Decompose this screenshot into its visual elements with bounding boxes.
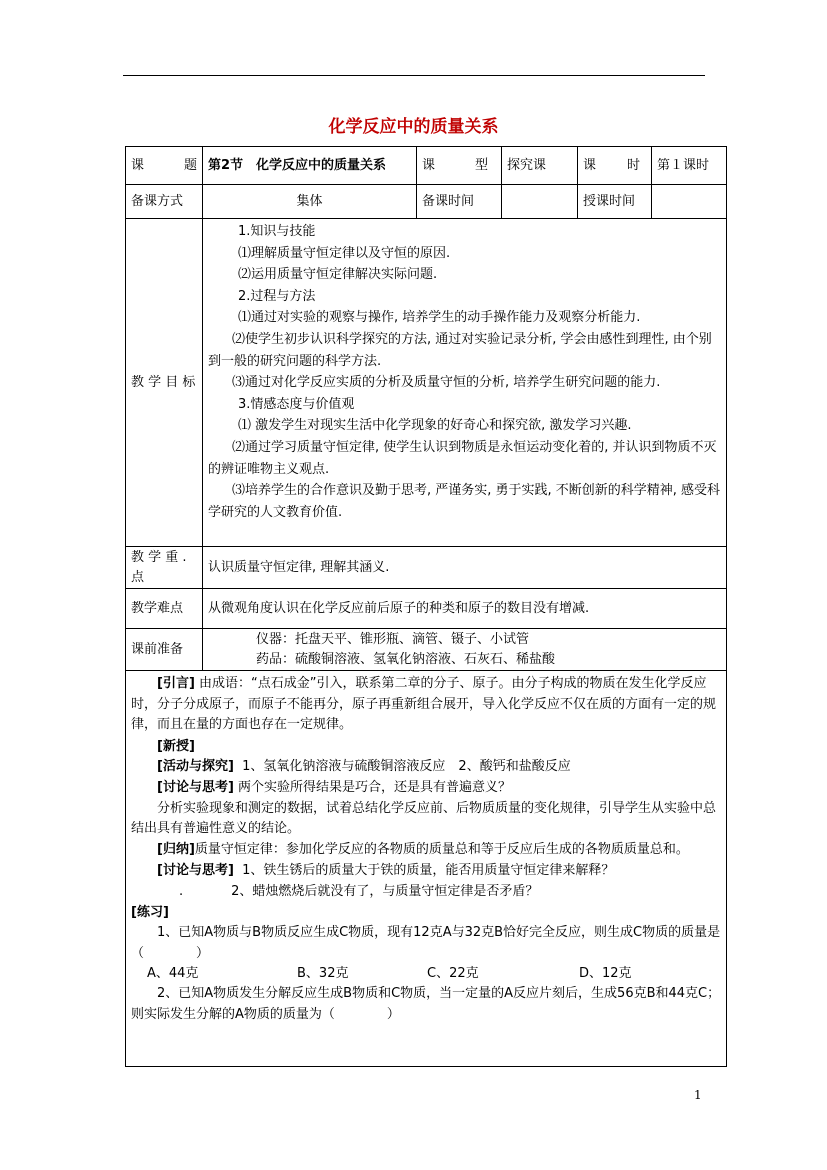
preparation-row (126, 629, 727, 671)
difficulty-row (126, 589, 727, 629)
preparation-content (203, 629, 727, 671)
exercise-2: 2、已知A物质发生分解反应生成B物质和C物质，当一定量的A反应片刻后，生成56克B和44克C；则实际发生分解的A物质的质量为（ ） (131, 986, 721, 1022)
period-value: 第１课时 (652, 147, 727, 185)
prep-time-label: 备课时间 (417, 185, 502, 219)
intro-text: 由成语：“点石成金”引入，联系第二章的分子、原子。由分子构成的物质在发生化学反应时，分子分成原子，而原子不能再分，原子再重新组合展开，导入化学反应不仅在质的方面有一定的规律，而且在量的方面也存在一定规律。 (131, 676, 717, 733)
objective-item: ⑶培养学生的合作意识及勤于思考, 严谨务实, 勇于实践, 不断创新的科学精神, 感受科学研究的人文教育价值. (208, 483, 721, 520)
subject-value: 第2节 化学反应中的质量关系 (203, 147, 417, 185)
teach-time-value (652, 185, 727, 219)
prep-time-value (502, 185, 578, 219)
discussion-2-paragraph (131, 861, 721, 882)
discussion-text: 两个实验所得结果是巧合，还是具有普遍意义？ (238, 779, 512, 795)
discussion-2-question-2: 2、蜡烛燃烧后就没有了，与质量守恒定律是否矛盾？ (231, 883, 539, 899)
activity-tag: [活动与探究] (157, 759, 234, 775)
objective-item: ⑵使学生初步认识科学探究的方法, 通过对实验记录分析, 学会由感性到理性, 由个别到一般的研究问题的科学方法. (208, 331, 712, 369)
option-a: A、44克 (147, 966, 199, 982)
option-d: D、12克 (579, 966, 632, 982)
method-label: 备课方式 (126, 185, 203, 219)
intro-paragraph (131, 674, 721, 736)
analysis-paragraph: 分析实验现象和测定的数据，试着总结化学反应前、后物质质量的变化规律，引导学生从实验中总结出具有普遍性意义的结论。 (131, 800, 717, 837)
objective-heading: 3.情感态度与价值观 (238, 396, 355, 412)
discussion-2-question-1: 1、铁生锈后的质量大于铁的质量，能否用质量守恒定律来解释？ (242, 863, 615, 879)
instruments-text: 仪器：托盘天平、锥形瓶、滴管、镊子、小试管 (256, 631, 530, 647)
objectives-row (126, 219, 727, 547)
period-label-cell: 课 时 (578, 147, 652, 185)
discussion-2-question-2-line (131, 882, 721, 903)
objective-item: ⑶通过对化学反应实质的分析及质量守恒的分析, 培养学生研究问题的能力. (232, 375, 661, 391)
objectives-label: 教 学 目 标 (126, 219, 203, 547)
objective-item: ⑴ 激发学生对现实生活中化学现象的好奇心和探究欲, 激发学习兴趣. (238, 418, 632, 434)
type-value: 探究课 (502, 147, 578, 185)
objective-heading: 2.过程与方法 (238, 288, 316, 304)
exercise-heading (131, 903, 721, 924)
summary-text: 质量守恒定律：参加化学反应的各物质的质量总和等于反应后生成的各物质质量总和。 (194, 841, 689, 857)
intro-tag: [引言] (157, 676, 195, 691)
activity-text: 1、氢氧化钠溶液与硫酸铜溶液反应 2、酸钙和盐酸反应 (242, 759, 571, 775)
option-b: B、32克 (297, 966, 349, 982)
page-number: 1 (694, 1088, 702, 1102)
new-lesson-heading (131, 737, 721, 758)
discussion-paragraph (131, 778, 721, 799)
objectives-content (203, 219, 727, 547)
key-point-label: 教 学 重 . 点 (126, 547, 203, 589)
type-label-cell: 课 型 (417, 147, 502, 185)
summary-tag: [归纳] (157, 841, 195, 857)
discussion-2-tag: [讨论与思考] (157, 863, 234, 879)
summary-paragraph (131, 840, 721, 861)
difficulty-value: 从微观角度认识在化学反应前后原子的种类和原子的数目没有增减. (203, 589, 727, 629)
key-point-row (126, 547, 727, 589)
preparation-label: 课前准备 (126, 629, 203, 671)
option-c: C、22克 (427, 966, 479, 982)
prep-row (126, 185, 727, 219)
method-value: 集体 (203, 185, 417, 219)
teach-time-label: 授课时间 (578, 185, 652, 219)
lesson-body-row (126, 671, 727, 1067)
header-rule (123, 75, 705, 76)
objective-item: ⑵通过学习质量守恒定律, 使学生认识到物质是永恒运动变化着的, 并认识到物质不灭的辨证唯物主义观点. (208, 439, 717, 477)
key-point-value: 认识质量守恒定律, 理解其涵义. (203, 547, 727, 589)
chemicals-text: 药品：硫酸铜溶液、氢氧化钠溶液、石灰石、稀盐酸 (256, 651, 556, 667)
exercise-1-options (131, 964, 721, 984)
objective-heading: 1.知识与技能 (238, 224, 316, 239)
objective-item: ⑴通过对实验的观察与操作, 培养学生的动手操作能力及观察分析能力. (238, 310, 641, 326)
header-row (126, 147, 727, 185)
discussion-tag: [讨论与思考] (157, 779, 234, 795)
activity-paragraph (131, 757, 721, 778)
subject-label-cell: 课 题 (126, 147, 203, 185)
document-title: 化学反应中的质量关系 (328, 117, 499, 137)
new-tag: [新授] (157, 738, 195, 754)
lesson-plan-table (125, 146, 727, 1067)
difficulty-label: 教学难点 (126, 589, 203, 629)
exercise-1: 1、已知A物质与B物质反应生成C物质，现有12克A与32克B恰好完全反应，则生成C物质的质量是（ ） (131, 925, 721, 961)
objective-item: ⑵运用质量守恒定律解决实际问题. (238, 267, 438, 283)
objective-item: ⑴理解质量守恒定律以及守恒的原因. (238, 245, 451, 261)
lesson-body (126, 671, 727, 1067)
exercise-tag: [练习] (131, 904, 169, 920)
question-marker: . (179, 883, 184, 899)
